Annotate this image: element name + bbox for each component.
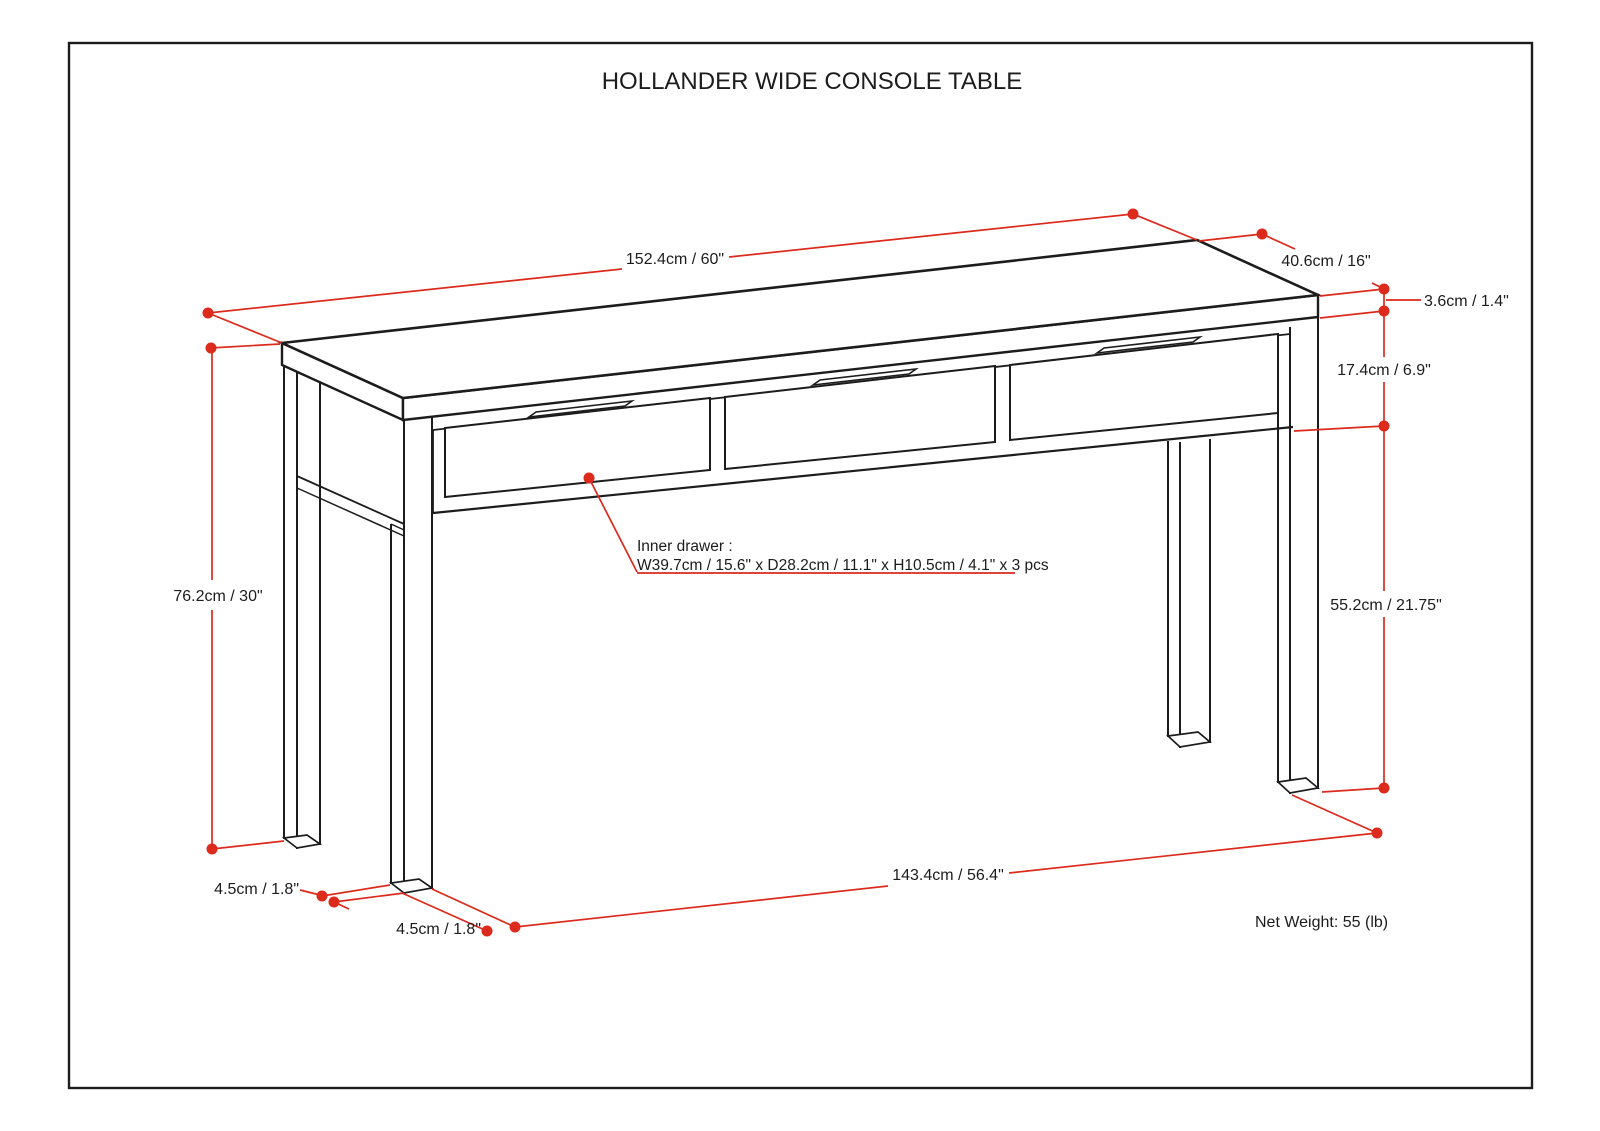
back-right-leg [1168, 439, 1210, 748]
dimension-dot [203, 308, 214, 319]
inner-drawer-callout [584, 473, 1049, 575]
dimension-line [515, 886, 888, 927]
inner-drawer-title: Inner drawer : [637, 538, 733, 555]
page-title: HOLLANDER WIDE CONSOLE TABLE [601, 68, 1023, 95]
dimension-line [729, 214, 1133, 257]
back-left-leg [284, 366, 320, 849]
drawer-front-3 [1010, 334, 1278, 440]
apron-end-lower-edge [297, 488, 404, 536]
dimension-top-thickness [1320, 284, 1509, 319]
extension-line [1133, 214, 1197, 240]
top-thickness-label: 3.6cm / 1.4" [1424, 293, 1509, 310]
dimension-dot [207, 844, 218, 855]
dimension-dot [1372, 828, 1383, 839]
extension-line [1320, 289, 1384, 296]
leg-depth-label: 4.5cm / 1.8" [396, 921, 481, 938]
extension-line [210, 344, 280, 348]
dimension-leg-height [1322, 426, 1442, 794]
dimension-dot [1128, 209, 1139, 220]
dimension-dot [1379, 783, 1390, 794]
leg-foot [1278, 778, 1318, 793]
leg-foot [284, 835, 320, 848]
dimension-dot [482, 926, 493, 937]
leg-span-label: 143.4cm / 56.4" [892, 867, 1004, 884]
extension-line [208, 313, 282, 343]
top-width-label: 152.4cm / 60" [625, 251, 725, 268]
leg-height-label: 55.2cm / 21.75" [1330, 597, 1442, 614]
dimension-leg-width [214, 881, 404, 909]
dimension-dot [1257, 229, 1268, 240]
leg-width-label: 4.5cm / 1.8" [214, 881, 299, 898]
dimension-dot [206, 343, 217, 354]
leg-side-cap [391, 524, 404, 530]
extension-line [1320, 311, 1384, 318]
extension-line [1292, 795, 1377, 833]
leg-foot [391, 879, 432, 893]
dimension-leg-span [515, 795, 1383, 927]
dimension-dot [329, 897, 340, 908]
apron-height-label: 17.4cm / 6.9" [1337, 362, 1431, 379]
overall-height-label: 76.2cm / 30" [173, 588, 263, 605]
extension-line [1199, 234, 1262, 241]
extension-line [322, 885, 390, 896]
drawer-front-2 [725, 366, 995, 469]
leg-foot [1168, 732, 1210, 747]
top-depth-label: 40.6cm / 16" [1281, 253, 1371, 270]
extension-line [212, 841, 284, 849]
drawer-front-1 [445, 398, 710, 497]
dimension-dot [317, 891, 328, 902]
dimension-leg-depth [396, 889, 520, 938]
inner-drawer-specs: W39.7cm / 15.6" x D28.2cm / 11.1" x H10.5cm / 4.1" x 3 pcs [637, 557, 1049, 574]
net-weight-label: Net Weight: 55 (lb) [1255, 914, 1389, 931]
dimension-apron-height [1294, 311, 1431, 432]
dimension-dot [1379, 284, 1390, 295]
front-left-leg [391, 415, 432, 893]
dimension-line [208, 269, 622, 313]
extension-line [1322, 788, 1384, 792]
leader-line [589, 478, 637, 572]
dimension-line [1009, 833, 1377, 873]
apron-end-bottom-edge [297, 476, 404, 524]
extension-line [1294, 426, 1384, 431]
extension-line [334, 893, 404, 902]
front-right-leg [1278, 318, 1318, 794]
dimension-overall-height [173, 343, 284, 855]
